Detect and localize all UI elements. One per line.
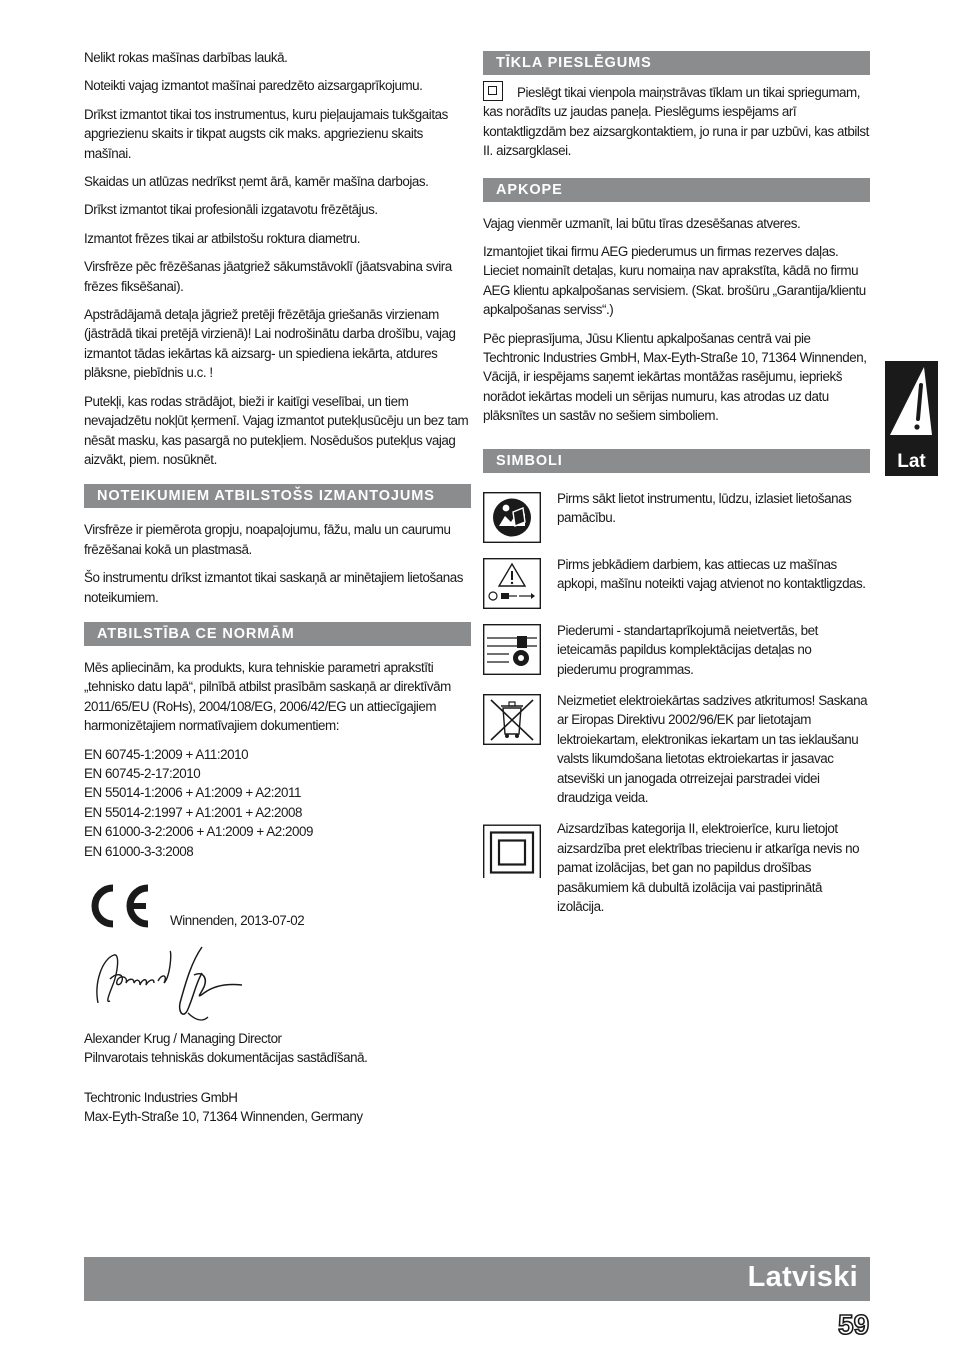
protection-class-ii-icon <box>483 822 541 878</box>
signature-icon <box>84 943 254 1025</box>
symbol-text: Piederumi - standartaprīkojumā neietvertās, bet ieteicamās papildus komplektācijas detaļas no piederumu programmas. <box>557 622 818 677</box>
signatory-block <box>84 1029 471 1068</box>
safety-paragraph: Skaidas un atlūzas nedrīkst ņemt ārā, kamēr mašīna darbojas. <box>84 174 429 190</box>
symbol-text: Pirms jebkādiem darbiem, kas attiecas uz mašīnas apkopi, mašīnu noteikti vajag atvienot no kontaktligzdas. <box>557 556 866 592</box>
page-number <box>838 1309 874 1349</box>
symbol-item <box>483 489 870 543</box>
symbol-text: Neizmetiet elektroiekārtas sadzives atkritumos! Saskana ar Eiropas Direktivu 2002/96/EK par lietotajam lektroiekartam, elektronikas iekartam un tas ieklaušanu valsts likumdošana lietotas ektroiekartas ir jasavac atseviški un janogada otrreizejai parstradei videi draudziga veida. <box>557 692 868 805</box>
safety-paragraph: Izmantot frēzes tikai ar atbilstošu roktura diametru. <box>84 230 361 246</box>
symbol-item <box>483 555 870 609</box>
protection-class-ii-icon <box>483 81 503 101</box>
section-header-symbols: SIMBOLI <box>483 449 870 473</box>
symbol-item <box>483 819 870 916</box>
signatory-name: Alexander Krug / Managing Director <box>84 1031 282 1046</box>
tab-language-label: Lat <box>897 451 926 472</box>
standard-item: EN 55014-1:2006 + A1:2009 + A2:2011 <box>84 785 302 801</box>
symbol-item <box>483 621 870 679</box>
section-header-maintenance: APKOPE <box>483 178 870 202</box>
section-header-ce: ATBILSTĪBA CE NORMĀM <box>84 622 471 646</box>
standards-list <box>84 745 471 861</box>
standard-item: EN 61000-3-2:2006 + A1:2009 + A2:2009 <box>84 824 314 840</box>
ce-mark-icon <box>86 883 152 929</box>
safety-paragraph: Drīkst izmantot tikai tos instrumentus, kuru pieļaujamais tukšgaitas apgriezienu skaits ir tikpat augsts cik maks. apgriezienu skaits mašīnai. <box>84 106 448 161</box>
left-column <box>84 48 471 1127</box>
footer-language-title: Latviski <box>747 1261 858 1293</box>
safety-paragraph: Apstrādājamā detaļa jāgriež pretēji frēzētāja griešanās virzienam (jāstrādā tikai pretējā virzienā)! Lai nodrošinātu darba drošību, vajag izmantot tādas iekārtas kā aizsarg- un spiediena iekārta, atdures plāksne, piebīdnis u.c. ! <box>84 307 456 381</box>
intended-use-paragraph: Šo instrumentu drīkst izmantot tikai saskaņā ar minētajiem lietošanas noteikumiem. <box>84 570 464 605</box>
read-manual-icon <box>483 492 541 543</box>
section-header-intended-use: NOTEIKUMIEM ATBILSTOŠS IZMANTOJUMS <box>84 484 471 508</box>
section-header-mains: TĪKLA PIESLĒGUMS <box>483 51 870 75</box>
place-date: Winnenden, 2013-07-02 <box>170 913 305 928</box>
company-address: Max-Eyth-Straße 10, 71364 Winnenden, Germany <box>84 1109 363 1125</box>
symbol-item <box>483 691 870 807</box>
standard-item: EN 60745-1:2009 + A11:2010 <box>84 746 249 762</box>
ce-declaration: Mēs apliecinām, ka produkts, kura tehniskie parametri aprakstīti „tehnisko datu lapā“, pilnībā atbilst prasībām saskaņā ar direktīvām 2011/65/EU (RoHs), 2004/108/EG, 2006/42/EG un attiecīgajiem harmonizētajiem normatīvajiem dokumentiem: <box>84 659 451 734</box>
mains-paragraph: Pieslēgt tikai vienpola maiņstrāvas tīklam un tikai spriegumam, kas norādīts uz jaudas paneļa. Pieslēgums iespējams arī kontaktligzdām bez aizsargkontaktiem, jo runa ir par uzbūvi, kas atbilst II. aizsargklasei. <box>483 81 870 161</box>
standard-item: EN 60745-2-17:2010 <box>84 765 201 781</box>
company-name: Techtronic Industries GmbH <box>84 1089 238 1105</box>
symbol-text: Pirms sākt lietot instrumentu, lūdzu, izlasiet lietošanas pamācību. <box>557 490 852 526</box>
maintenance-paragraph: Vajag vienmēr uzmanīt, lai būtu tīras dzesēšanas atveres. <box>483 215 801 231</box>
safety-paragraph: Noteikti vajag izmantot mašīnai paredzēto aizsargaprīkojumu. <box>84 78 423 94</box>
safety-paragraphs <box>84 48 471 469</box>
intended-use-paragraph: Virsfrēze ir piemērota gropju, noapaļojumu, fāžu, malu un caurumu frēzēšanai kokā un plastmasā. <box>84 522 451 557</box>
right-column <box>483 51 870 928</box>
symbol-text: Aizsardzības kategorija II, elektroierīce, kuru lietojot aizsardzība pret elektrības triecienu ir atkarīga nevis no pamat izolācijas, bet gan no papildus drošības pasākumiem kā dubultā izolācija vai pastiprinātā izolācija. <box>557 821 860 914</box>
maintenance-paragraph: Izmantojiet tikai firmu AEG piederumus un firmas rezerves daļas. Lieciet nomainīt detaļas, kuru nomaiņa nav aprakstīta, kādā no firmu AEG klientu apkalpošanas servisiem. (Skat. brošūru „Garantija/klientu apkalpošanas serviss“.) <box>483 244 866 318</box>
safety-paragraph: Drīkst izmantot tikai profesionāli izgatavotu frēzētājus. <box>84 202 378 218</box>
safety-paragraph: Virsfrēze pēc frēzēšanas jāatgriež sākumstāvoklī (jāatsvabina svira frēzes fiksēšanai). <box>84 259 452 294</box>
safety-paragraph: Nelikt rokas mašīnas darbības laukā. <box>84 50 288 65</box>
footer-bar <box>84 1257 870 1301</box>
ce-mark-row <box>84 883 471 935</box>
standard-item: EN 55014-2:1997 + A1:2001 + A2:2008 <box>84 804 303 820</box>
weee-bin-icon <box>483 694 541 745</box>
maintenance-paragraph: Pēc pieprasījuma, Jūsu Klientu apkalpošanas centrā vai pie Techtronic Industries GmbH, Max-Eyth-Straße 10, 71364 Winnenden, Vācijā, ir iespējams saņemt iekārtas montāžas rasējumu, iepriekš norādot iekārtas modeli un sērijas numuru, kas atrodas uz datu plāksnītes un sastāv no sešiem simboliem. <box>483 330 867 424</box>
unplug-warning-icon <box>483 558 541 609</box>
language-side-tab <box>885 361 938 476</box>
accessories-icon <box>483 624 541 675</box>
warning-exclamation-icon <box>885 361 938 445</box>
signatory-role: Pilnvarotais tehniskās dokumentācijas sastādīšanā. <box>84 1050 368 1066</box>
standard-item: EN 61000-3-3:2008 <box>84 843 194 859</box>
page-number-text: 59 <box>838 1309 870 1340</box>
safety-paragraph: Putekļi, kas rodas strādājot, bieži ir kaitīgi veselībai, un tiem nevajadzētu nokļūt ķermenī. Vajag izmantot putekļusūcēju un bez tam nēsāt masku, kas pasargā no putekļiem. Nosēdušos putekļus vajag aizvākt, piem. nosūknēt. <box>84 393 469 467</box>
company-block <box>84 1088 471 1127</box>
